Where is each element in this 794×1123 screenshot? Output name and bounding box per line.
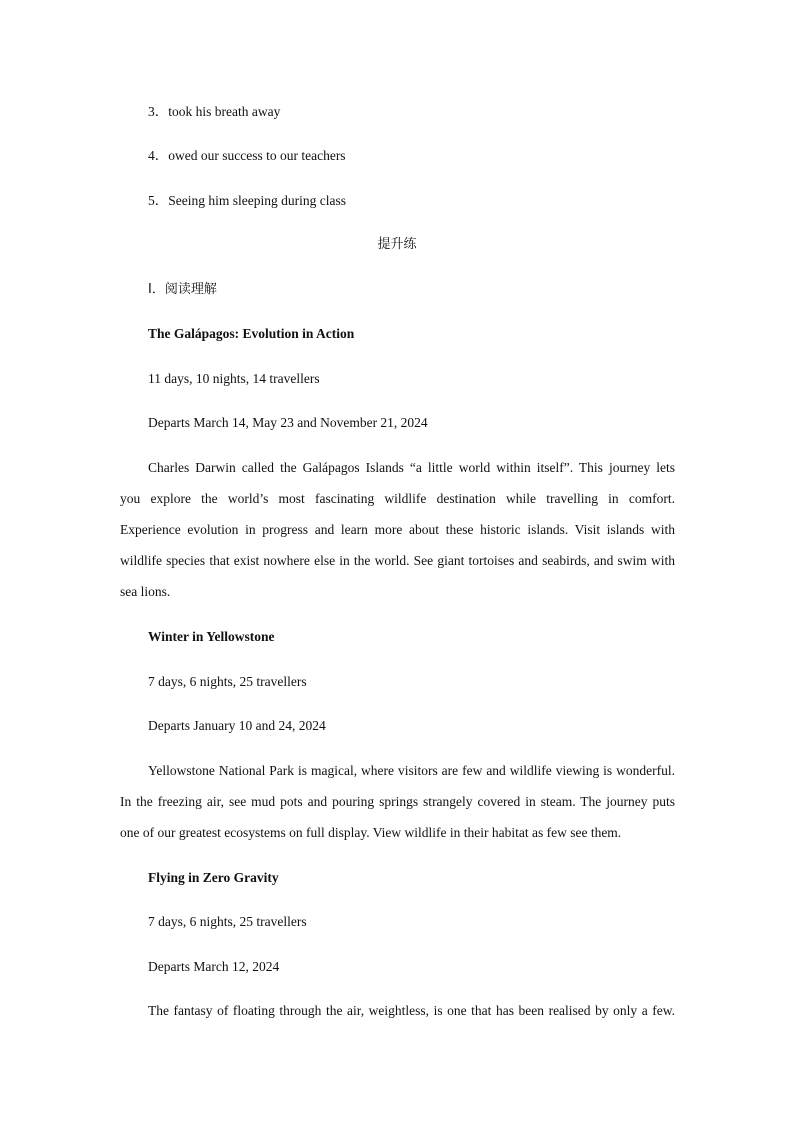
paragraph-line: Yellowstone National Park is magical, where visitors are few and wildlife viewing is wonderful. (148, 763, 675, 778)
paragraph-line: sea lions. (120, 584, 171, 599)
trip-details: 7 days, 6 nights, 25 travellers (148, 914, 307, 929)
paragraph-line: Charles Darwin called the Galápagos Islands “a little world within itself”. This journey lets (148, 460, 675, 475)
paragraph-line: one of our greatest ecosystems on full display. View wildlife in their habitat as few see them. (120, 825, 622, 840)
trip-departs: Departs March 12, 2024 (148, 959, 280, 974)
trip-description (120, 1002, 675, 1033)
trip-details: 7 days, 6 nights, 25 travellers (148, 674, 307, 689)
paragraph-line: you explore the world’s most fascinating wildlife destination while travelling in comfort. (120, 491, 675, 506)
paragraph-line: In the freezing air, see mud pots and pouring springs strangely covered in steam. The journey puts (120, 794, 675, 809)
answer-item-3: 3．took his breath away (148, 104, 281, 119)
section-title: 提升练 (377, 237, 417, 252)
trip-departs: Departs March 14, May 23 and November 21, 2024 (148, 415, 428, 430)
answer-item-4: 4．owed our success to our teachers (148, 148, 346, 163)
trip-title: Winter in Yellowstone (148, 629, 275, 644)
part-heading: Ⅰ．阅读理解 (148, 282, 217, 297)
paragraph-line: Experience evolution in progress and learn more about these historic islands. Visit islands with (120, 522, 675, 537)
trip-description (120, 762, 675, 855)
trip-details: 11 days, 10 nights, 14 travellers (148, 371, 320, 386)
paragraph-line: wildlife species that exist nowhere else in the world. See giant tortoises and seabirds, and swim with (120, 553, 675, 568)
trip-departs: Departs January 10 and 24, 2024 (148, 718, 326, 733)
answer-item-5: 5．Seeing him sleeping during class (148, 193, 346, 208)
trip-description (120, 459, 675, 614)
trip-title: The Galápagos: Evolution in Action (148, 326, 355, 341)
paragraph-line: The fantasy of floating through the air, weightless, is one that has been realised by only a few. (148, 1003, 675, 1018)
trip-title: Flying in Zero Gravity (148, 870, 279, 885)
